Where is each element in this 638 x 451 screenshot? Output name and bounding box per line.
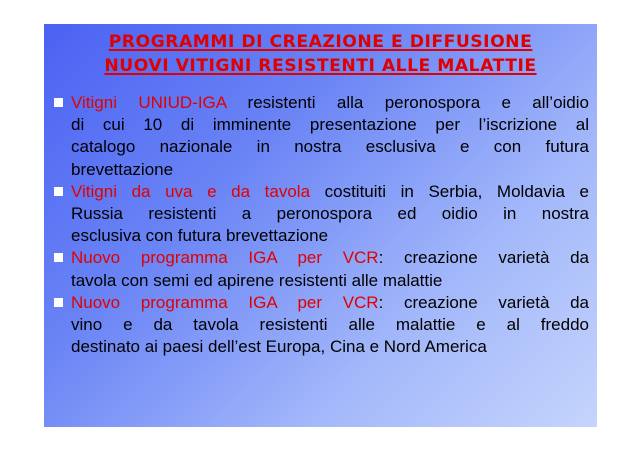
slide bbox=[44, 24, 597, 427]
body-text: destinato ai paesi dell’est Europa, Cina e Nord America bbox=[71, 337, 487, 357]
bullet-line bbox=[71, 336, 589, 358]
bullet-line bbox=[71, 114, 589, 136]
body-text: di cui 10 di imminente presentazione per l’iscrizione al bbox=[71, 115, 589, 135]
bullet-line bbox=[71, 136, 589, 158]
highlight-text: Nuovo programma IGA per VCR bbox=[71, 248, 379, 268]
body-text: esclusiva con futura brevettazione bbox=[71, 226, 329, 246]
bullet-list bbox=[54, 92, 589, 358]
body-text: brevettazione bbox=[71, 159, 174, 179]
bullet-item-iga-vcr-vino bbox=[54, 292, 589, 359]
square-bullet-icon bbox=[54, 298, 63, 307]
bullet-line bbox=[71, 92, 589, 114]
bullet-line bbox=[71, 292, 589, 314]
highlight-text: Nuovo programma IGA per VCR bbox=[71, 292, 379, 312]
body-text: Russia resistenti a peronospora ed oidio in nostra bbox=[71, 204, 589, 224]
bullet-line bbox=[71, 314, 589, 336]
bullet-item-iga-vcr-tavola bbox=[54, 247, 589, 291]
bullet-item-uniud-iga bbox=[54, 92, 589, 181]
slide-title bbox=[44, 30, 597, 78]
body-text: catalogo nazionale in nostra esclusiva e con futura bbox=[71, 137, 589, 157]
bullet-item-uva-tavola bbox=[54, 181, 589, 248]
square-bullet-icon bbox=[54, 187, 63, 196]
bullet-line bbox=[71, 159, 589, 181]
bullet-line bbox=[71, 270, 589, 292]
bullet-line bbox=[71, 181, 589, 203]
title-line-2: NUOVI VITIGNI RESISTENTI ALLE MALATTIE bbox=[104, 56, 537, 76]
highlight-text: Vitigni UNIUD-IGA bbox=[71, 93, 227, 112]
body-text: resistenti alla peronospora e all’oidio bbox=[226, 93, 589, 112]
bullet-line bbox=[71, 225, 589, 247]
square-bullet-icon bbox=[54, 98, 63, 107]
square-bullet-icon bbox=[54, 253, 63, 262]
bullet-line bbox=[71, 203, 589, 225]
highlight-text: Vitigni da uva e da tavola bbox=[71, 181, 311, 201]
body-text: : creazione varietà da bbox=[378, 292, 589, 312]
title-line-1: PROGRAMMI DI CREAZIONE E DIFFUSIONE bbox=[108, 32, 533, 52]
body-text: tavola con semi ed apirene resistenti alle malattie bbox=[71, 270, 443, 290]
body-text: costituiti in Serbia, Moldavia e bbox=[310, 181, 590, 201]
body-text: : creazione varietà da bbox=[378, 248, 589, 268]
bullet-line bbox=[71, 247, 589, 269]
body-text: vino e da tavola resistenti alle malattie e al freddo bbox=[71, 315, 589, 335]
